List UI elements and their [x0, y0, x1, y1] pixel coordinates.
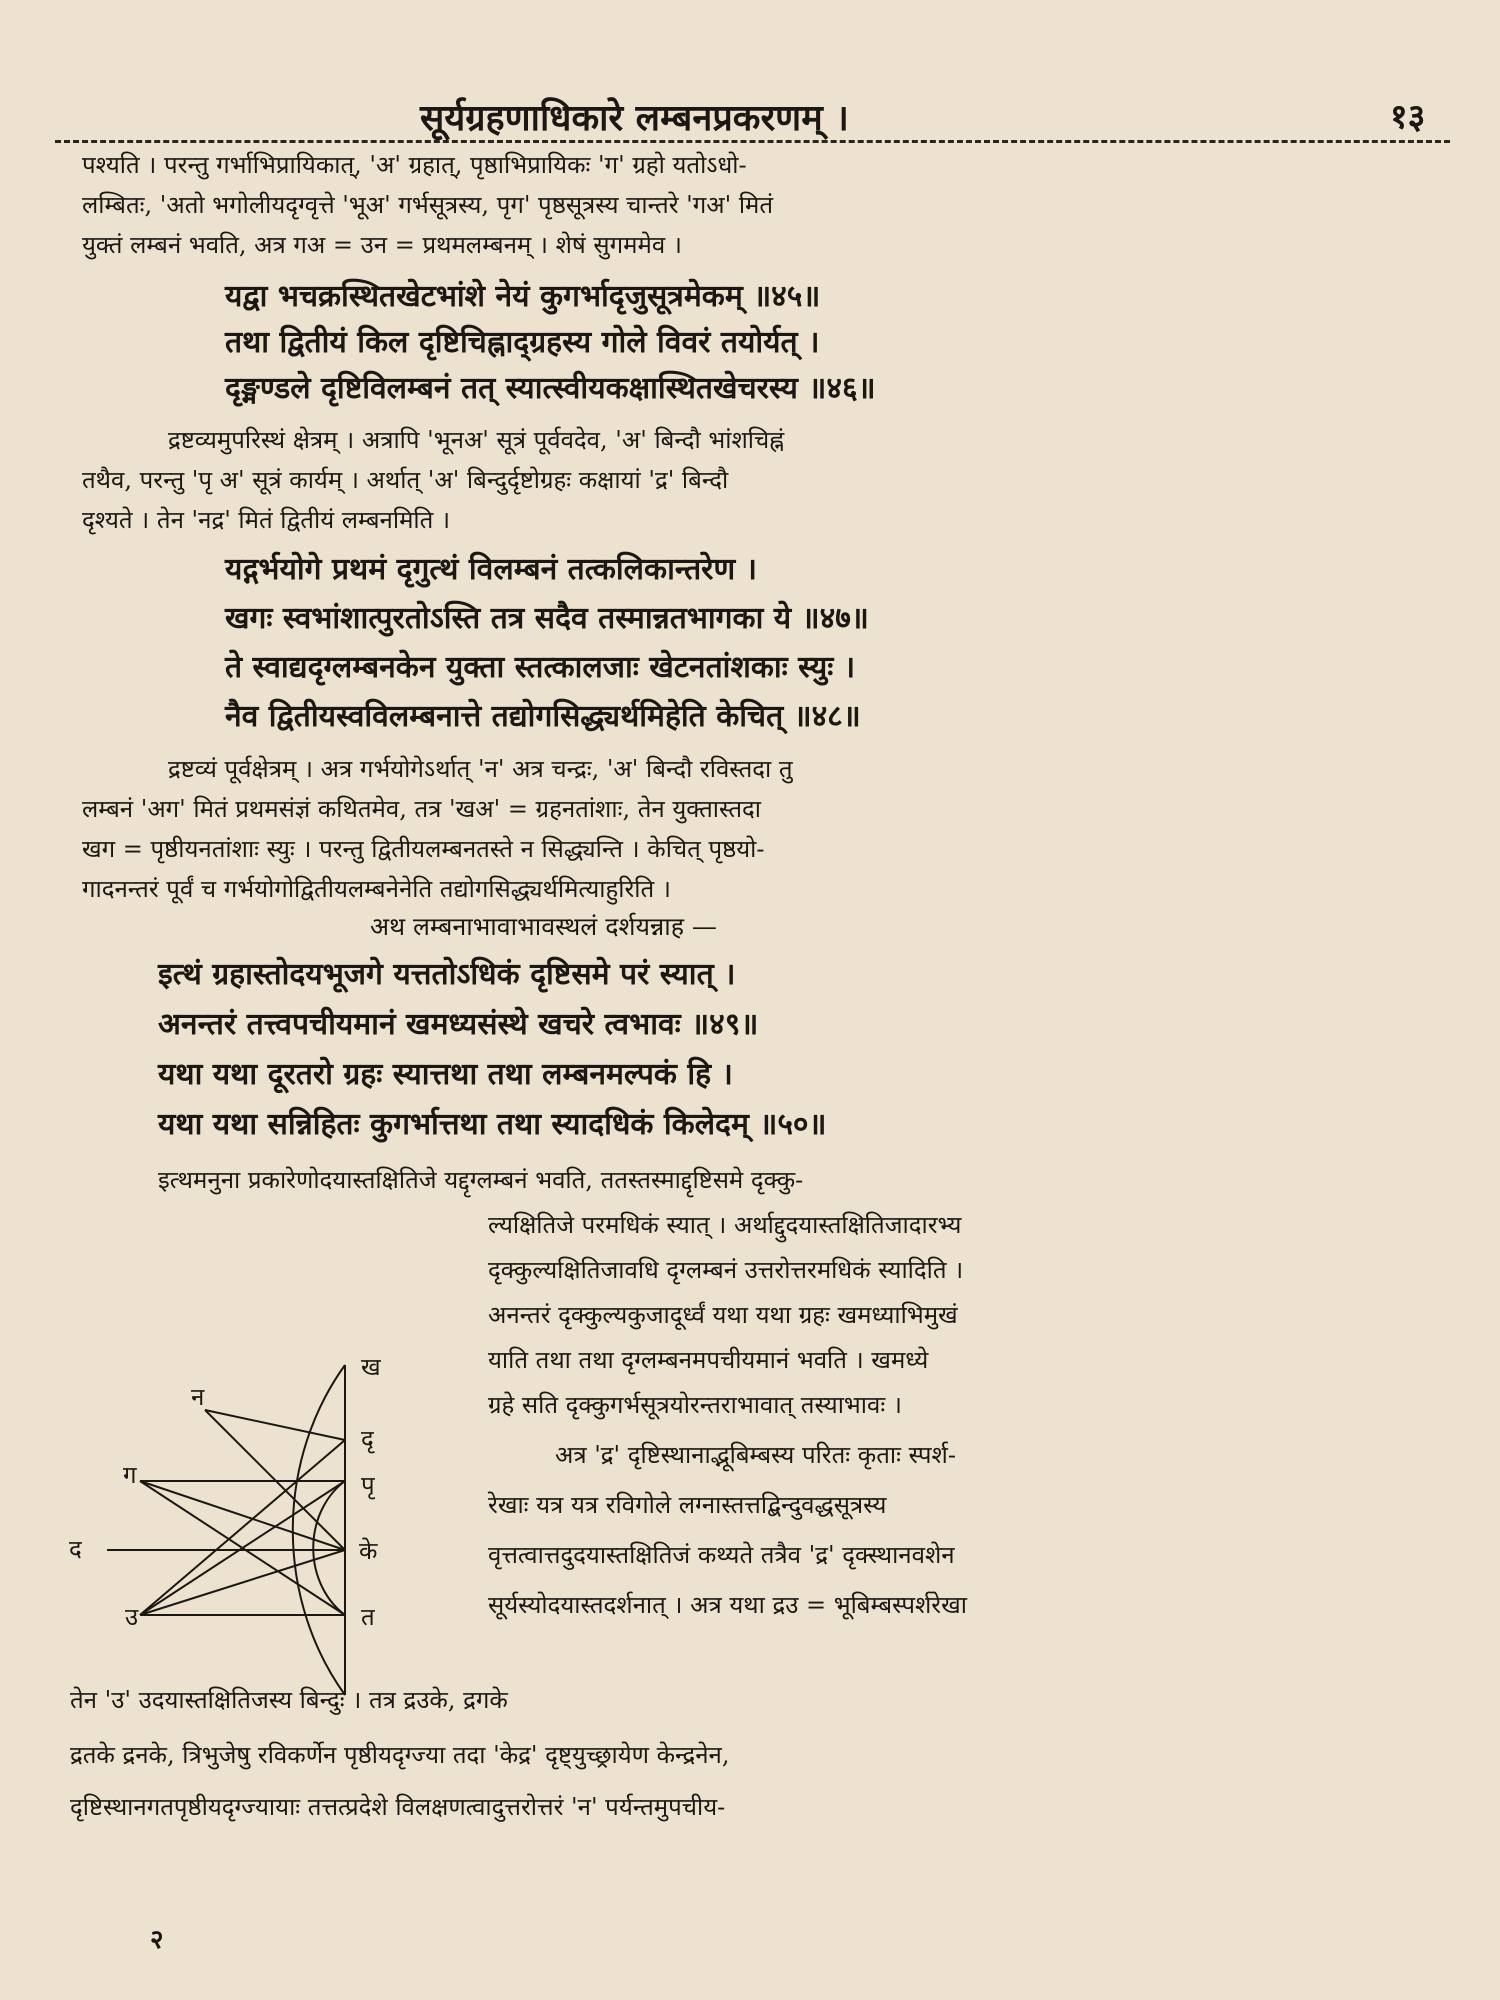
diagram-label: पृ: [361, 1471, 375, 1499]
header-rule: [55, 140, 1450, 143]
verse-line: नैव द्वितीयस्वविलम्बनात्ते तद्योगसिद्ध्यर्थमिहेति केचित् ॥४८॥: [225, 699, 861, 734]
verse-line: ते स्वाद्यदृग्लम्बनकेन युक्ता स्तत्कालजाः खेटनतांशकाः स्युः ।: [225, 650, 856, 685]
verse-line: खगः स्वभांशात्पुरतोऽस्ति तत्र सदैव तस्मान्नतभागका ये ॥४७॥: [225, 601, 869, 636]
verse-line: यद्वा भचक्रस्थितखेटभांशे नेयं कुगर्भादृजुसूत्रमेकम् ॥४५॥: [225, 279, 821, 314]
text-line: गादनन्तरं पूर्वं च गर्भयोगोद्वितीयलम्बनेनेति तद्योगसिद्ध्यर्थमित्याहुरिति ।: [82, 875, 671, 903]
text-line: द्रष्टव्यं पूर्वक्षेत्रम् । अत्र गर्भयोगेऽर्थात् 'न' अत्र चन्द्रः, 'अ' बिन्दौ रविस्तदा तु: [168, 755, 793, 783]
diagram-label: ग: [123, 1461, 137, 1489]
diagram-label: के: [359, 1537, 378, 1565]
text-line: द्रतके द्रनके, त्रिभुजेषु रविकर्णेन पृष्ठीयदृग्ज्या तदा 'केद्र' दृष्ट्युच्छ्रायेण केन्द्रनेन,: [70, 1741, 730, 1769]
verse-line: दृङ्मण्डले दृष्टिविलम्बनं तत् स्यात्स्वीयकक्षास्थितखेचरस्य ॥४६॥: [225, 371, 876, 406]
text-line: ल्यक्षितिजे परमधिकं स्यात् । अर्थाद्दुदयास्तक्षितिजादारभ्य: [488, 1211, 962, 1239]
text-line: अनन्तरं दृक्कुल्यकुजादूर्ध्वं यथा यथा ग्रहः खमध्याभिमुखं: [488, 1301, 958, 1329]
diagram-label: उ: [125, 1603, 139, 1631]
text-line: याति तथा तथा दृग्लम्बनमपचीयमानं भवति । खमध्ये: [488, 1346, 929, 1374]
verse-line: अनन्तरं तत्त्वपचीयमानं खमध्यसंस्थे खचरे त्वभावः ॥४९॥: [158, 1007, 759, 1042]
text-line: लम्बितः, 'अतो भगोलीयदृग्वृत्ते 'भूअ' गर्भसूत्रस्य, पृग' पृष्ठसूत्रस्य चान्तरे 'गअ' मितं: [82, 191, 774, 219]
text-line: लम्बनं 'अग' मितं प्रथमसंज्ञं कथितमेव, तत्र 'खअ' = ग्रहनतांशाः, तेन युक्तास्तदा: [82, 795, 761, 823]
diagram-label: दृ: [361, 1425, 374, 1453]
text-line: द्रष्टव्यमुपरिस्थं क्षेत्रम् । अत्रापि 'भूनअ' सूत्रं पूर्ववदेव, 'अ' बिन्दौ भांशचिह्नं: [168, 426, 785, 454]
verse-line: यथा यथा दूरतरो ग्रहः स्यात्तथा तथा लम्बनमल्पकं हि ।: [158, 1057, 733, 1092]
section-intro: अथ लम्बनाभावाभावस्थलं दर्शयन्नाह —: [370, 912, 717, 941]
geometry-diagram: [55, 1325, 425, 1705]
text-line: दृक्कुल्यक्षितिजावधि दृग्लम्बनं उत्तरोत्तरमधिकं स्यादिति ।: [488, 1256, 964, 1284]
text-line: तेन 'उ' उदयास्तक्षितिजस्य बिन्दुः । तत्र द्रउके, द्रगके: [70, 1686, 508, 1714]
page-number: १३: [1390, 97, 1426, 137]
text-line: सूर्यस्योदयास्तदर्शनात् । अत्र यथा द्रउ = भूबिम्बस्पर्शरेखा: [488, 1591, 967, 1619]
diagram-label: द: [69, 1535, 82, 1563]
verse-line: तथा द्वितीयं किल दृष्टिचिह्नाद्ग्रहस्य गोले विवरं तयोर्यत् ।: [225, 325, 820, 360]
text-line: इत्थमनुना प्रकारेणोदयास्तक्षितिजे यद्दृग्लम्बनं भवति, ततस्तस्माद्दृष्टिसमे दृक्कु-: [158, 1166, 804, 1194]
verse-line: यद्गर्भयोगे प्रथमं दृगुत्थं विलम्बनं तत्कलिकान्तरेण ।: [225, 552, 757, 587]
text-line: पश्यति । परन्तु गर्भाभिप्रायिकात्, 'अ' ग्रहात्, पृष्ठाभिप्रायिकः 'ग' ग्रहो यतोऽधो-: [82, 151, 747, 179]
text-line: रेखाः यत्र यत्र रविगोले लग्नास्तत्तद्बिन्दुवद्धसूत्रस्य: [488, 1491, 887, 1519]
diagram-label: त: [361, 1603, 375, 1631]
text-line: तथैव, परन्तु 'पृ अ' सूत्रं कार्यम् । अर्थात् 'अ' बिन्दुर्दृष्टोग्रहः कक्षायां 'द्र' बिन्दौ: [82, 466, 729, 494]
diagram-label: ख: [361, 1353, 381, 1381]
signature-mark: २: [150, 1925, 164, 1955]
running-title: सूर्यग्रहणाधिकारे लम्बनप्रकरणम् ।: [420, 97, 849, 139]
text-line: युक्तं लम्बनं भवति, अत्र गअ = उन = प्रथमलम्बनम् । शेषं सुगममेव ।: [82, 231, 682, 259]
diagram-label: न: [191, 1383, 205, 1411]
verse-line: यथा यथा सन्निहितः कुगर्भात्तथा तथा स्यादधिकं किलेदम् ॥५०॥: [158, 1107, 827, 1142]
text-line: खग = पृष्ठीयनतांशाः स्युः । परन्तु द्वितीयलम्बनतस्ते न सिद्ध्यन्ति । केचित् पृष्ठयो-: [82, 835, 765, 863]
page-header: [0, 92, 1500, 139]
text-line: दृष्टिस्थानगतपृष्ठीयदृग्ज्यायाः तत्तत्प्रदेशे विलक्षणत्वादुत्तरोत्तरं 'न' पर्यन्तमुपचीय-: [70, 1793, 726, 1821]
text-line: ग्रहे सति दृक्कुगर्भसूत्रयोरन्तराभावात् तस्याभावः ।: [488, 1391, 902, 1419]
text-line: अत्र 'द्र' दृष्टिस्थानाद्भूबिम्बस्य परितः कृताः स्पर्श-: [555, 1441, 956, 1469]
text-line: दृश्यते । तेन 'नद्र' मितं द्वितीयं लम्बनमिति ।: [82, 506, 451, 534]
verse-line: इत्थं ग्रहास्तोदयभूजगे यत्ततोऽधिकं दृष्टिसमे परं स्यात् ।: [158, 957, 736, 992]
text-line: वृत्तत्वात्तदुदयास्तक्षितिजं कथ्यते तत्रैव 'द्र' दृक्स्थानवशेन: [488, 1541, 955, 1569]
